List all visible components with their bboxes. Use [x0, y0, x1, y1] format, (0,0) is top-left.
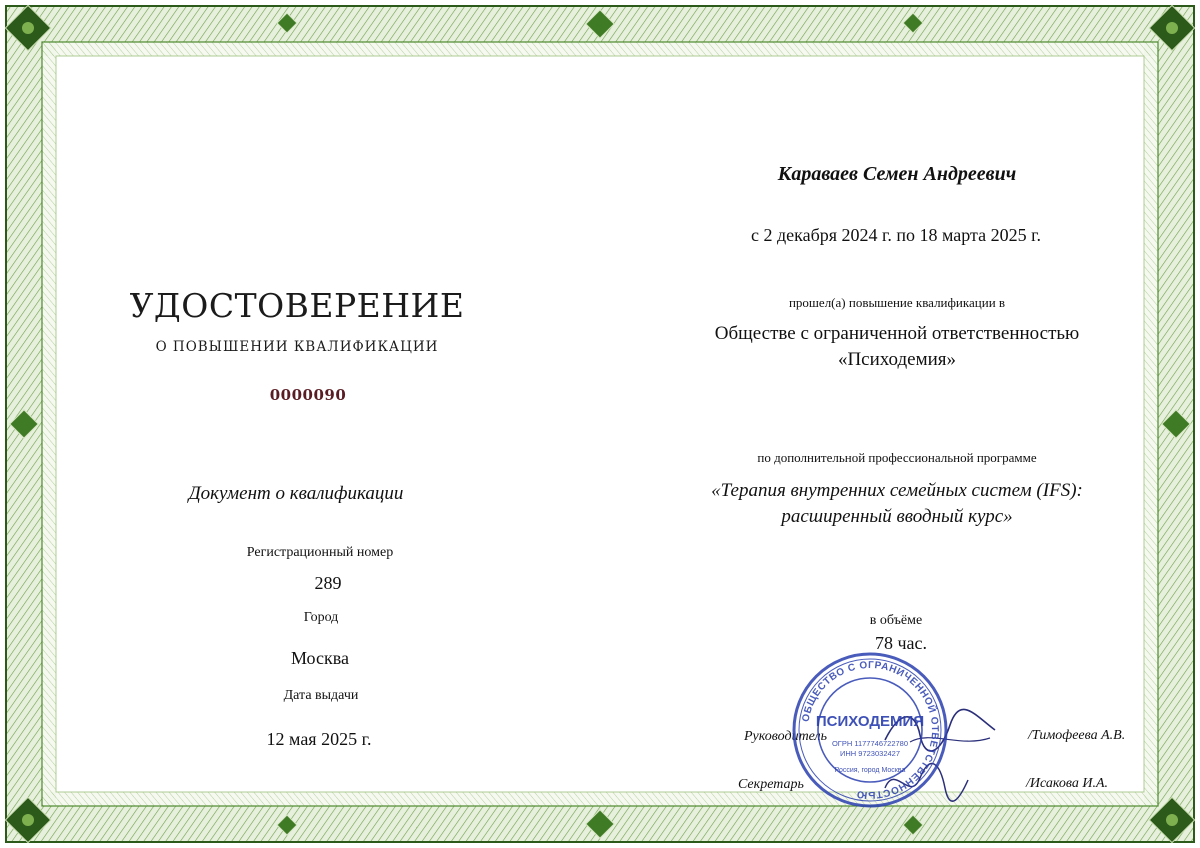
official-stamp	[790, 650, 950, 810]
stamp-center-text: ПСИХОДЕМИЯ	[815, 713, 925, 730]
program-title-line1: «Терапия внутренних семейных систем (IFS):	[711, 480, 1083, 501]
secretary-name: /Исакова И.А.	[1026, 776, 1109, 791]
svg-text:ОБЩЕСТВО С ОГРАНИЧЕННОЙ ОТВЕТС	[800, 660, 940, 800]
study-period: с 2 декабря 2024 г. по 18 марта 2025 г.	[751, 225, 1041, 245]
document-subtitle: О ПОВЫШЕНИИ КВАЛИФИКАЦИИ	[155, 339, 439, 355]
organization-line1: Обществе с ограниченной ответственностью	[714, 323, 1080, 344]
volume-value: 78 час.	[874, 633, 928, 653]
organization-line2: «Психодемия»	[837, 349, 957, 370]
stamp-inn: ИНН 9723032427	[839, 749, 901, 758]
stamp-city: Россия, город Москва	[834, 767, 906, 774]
city-label: Город	[303, 610, 339, 625]
secretary-label: Секретарь	[738, 777, 804, 792]
stamp-ring-text: ОБЩЕСТВО С ОГРАНИЧЕННОЙ ОТВЕТСТВЕННОСТЬЮ	[800, 659, 941, 801]
stamp-ogrn: ОГРН 1177746722780	[831, 739, 909, 748]
certificate-number: 0000090	[269, 386, 347, 404]
reg-number-label: Регистрационный номер	[246, 545, 394, 560]
issue-date-value: 12 мая 2025 г.	[266, 729, 372, 749]
program-label: по дополнительной профессиональной программе	[757, 450, 1037, 465]
recipient-name: Караваев Семен Андреевич	[777, 163, 1017, 185]
passed-text: прошел(а) повышение квалификации в	[788, 295, 1006, 310]
reg-number-value: 289	[314, 573, 342, 593]
document-title: УДОСТОВЕРЕНИЕ	[129, 286, 465, 325]
program-title-line2: расширенный вводный курс»	[781, 506, 1013, 527]
volume-label: в объёме	[869, 613, 923, 628]
document-type: Документ о квалификации	[188, 483, 404, 504]
head-label: Руководитель	[744, 729, 828, 744]
city-value: Москва	[291, 648, 349, 668]
issue-date-label: Дата выдачи	[283, 688, 359, 703]
head-name: /Тимофеева А.В.	[1028, 728, 1126, 743]
